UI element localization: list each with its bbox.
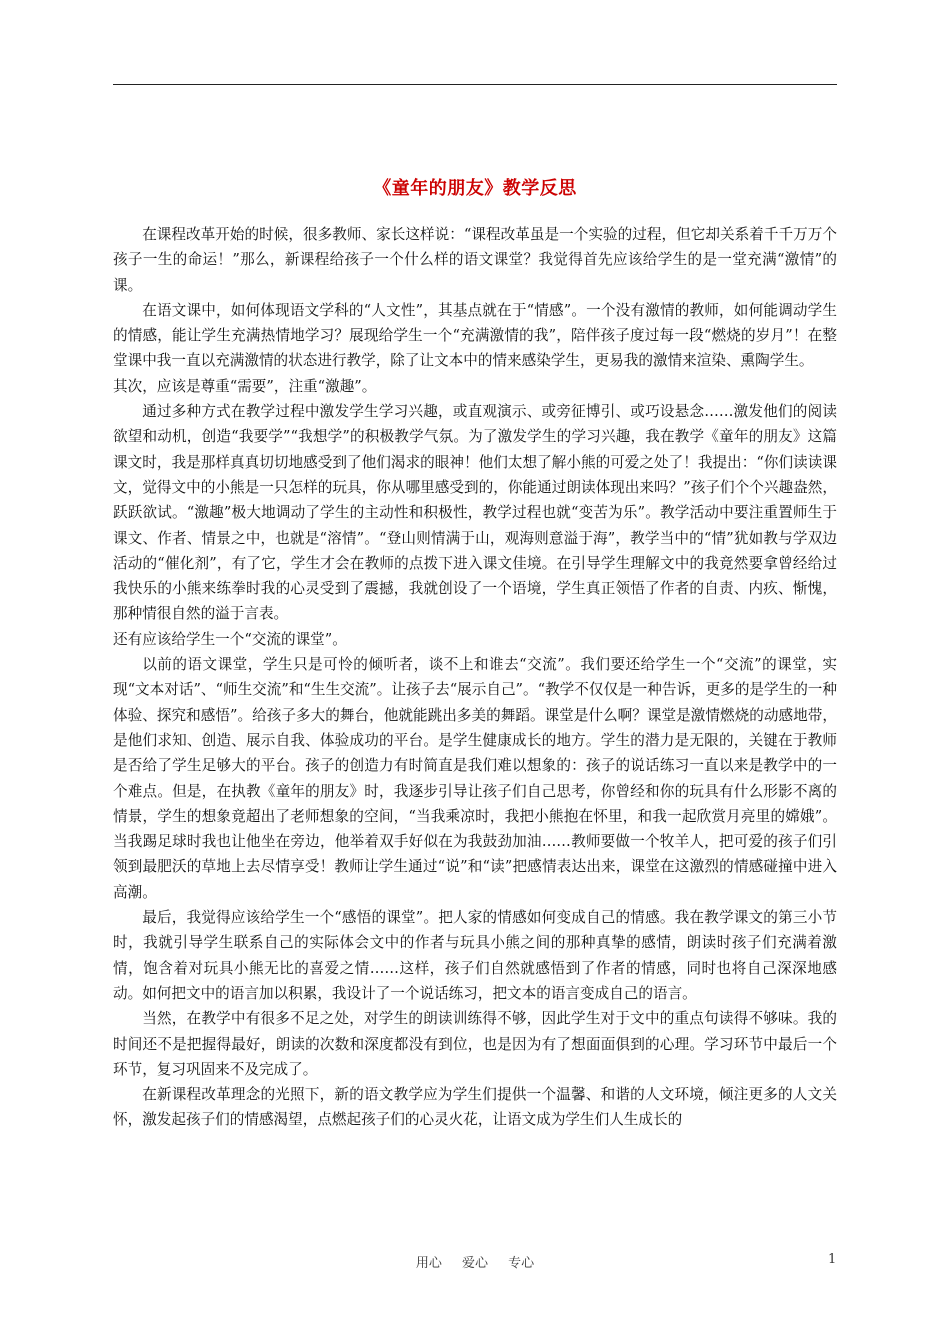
page-number: 1 xyxy=(828,1252,837,1267)
paragraph: 在语文课中，如何体现语文学科的“人文性”，其基点就在于“情感”。一个没有激情的教师，如何能调动学生的情感，能让学生充满热情地学习？展现给学生一个“充满激情的我”，陪伴孩子度过每一段“燃烧的岁月”！在整堂课中我一直以充满激情的状态进行教学，除了让文本中的情来感染学生，更易我的激情来渲染、熏陶学生。 xyxy=(113,301,837,370)
paragraph: 最后，我觉得应该给学生一个“感悟的课堂”。把人家的情感如何变成自己的情感。我在教学课文的第三小节时，我就引导学生联系自己的实际体会文中的作者与玩具小熊之间的那种真挚的感情，朗读时孩子们充满着激情，饱含着对玩具小熊无比的喜爱之情……这样，孩子们自然就感悟到了作者的情感，同时也将自己深深地感动。如何把文中的语言加以积累，我设计了一个说话练习，把文本的语言变成自己的语言。 xyxy=(113,909,837,1002)
paragraph: 通过多种方式在教学过程中激发学生学习兴趣，或直观演示、或旁征博引、或巧设悬念……激发他们的阅读欲望和动机，创造“我要学”“我想学”的积极教学气氛。为了激发学生的学习兴趣，我在教学《童年的朋友》这篇课文时，我是那样真真切切地感受到了他们渴求的眼神！他们太想了解小熊的可爱之处了！我提出：“你们读读课文，觉得文中的小熊是一只怎样的玩具，你从哪里感受到的，你能通过朗读体现出来吗？”孩子们个个兴趣盎然，跃跃欲试。“激趣”极大地调动了学生的主动性和积极性，教学过程也就“变苦为乐”。教学活动中要注重置师生于课文、作者、情景之中，也就是“溶情”。“登山则情满于山，观海则意溢于海”，教学当中的“情”犹如教与学双边活动的“催化剂”，有了它，学生才会在教师的点拨下进入课文佳境。在引导学生理解文中的我竟然要拿曾经给过我快乐的小熊来练拳时我的心灵受到了震撼，我就创设了一个语境，学生真正领悟了作者的自责、内疚、惭愧，那种情很自然的溢于言表。 xyxy=(113,403,837,623)
paragraph: 还有应该给学生一个“交流的课堂”。 xyxy=(113,630,347,648)
paragraph: 在课程改革开始的时候，很多教师、家长这样说：“课程改革虽是一个实验的过程，但它却关系着千千万万个孩子一生的命运！”那么，新课程给孩子一个什么样的语文课堂？我觉得首先应该给学生的是一堂充满“激情”的课。 xyxy=(113,226,837,294)
document-body xyxy=(113,222,837,1133)
paragraph: 当然，在教学中有很多不足之处，对学生的朗读训练得不够，因此学生对于文中的重点句读得不够味。我的时间还不是把握得最好，朗读的次数和深度都没有到位，也是因为有了想面面俱到的心理。学习环节中最后一个环节，复习巩固来不及完成了。 xyxy=(113,1010,837,1078)
paragraph: 在新课程改革理念的光照下，新的语文教学应为学生们提供一个温馨、和谐的人文环境，倾注更多的人文关怀，激发起孩子们的情感渴望，点燃起孩子们的心灵火花，让语文成为学生们人生成长的 xyxy=(113,1086,837,1129)
paragraph: 其次，应该是尊重“需要”，注重“激趣”。 xyxy=(113,377,377,395)
paragraph: 以前的语文课堂，学生只是可怜的倾听者，谈不上和谁去“交流”。我们要还给学生一个“交流”的课堂，实现“文本对话”、“师生交流”和“生生交流”。让孩子去“展示自己”。“教学不仅仅是一种告诉，更多的是学生的一种体验、探究和感悟”。给孩子多大的舞台，他就能跳出多美的舞蹈。课堂是什么啊？课堂是激情燃烧的动感地带，是他们求知、创造、展示自我、体验成功的平台。是学生健康成长的地方。学生的潜力是无限的，关键在于教师是否给了学生足够大的平台。孩子的创造力有时简直是我们难以想象的：孩子的说话练习一直以来是教学中的一个难点。但是，在执教《童年的朋友》时，我逐步引导让孩子们自己思考，你曾经和你的玩具有什么形影不离的情景，学生的想象竟超出了老师想象的空间，“当我乘凉时，我把小熊抱在怀里，和我一起欣赏月亮里的嫦娥”。当我踢足球时我也让他坐在旁边，他举着双手好似在为我鼓劲加油……教师要做一个牧羊人，把可爱的孩子们引领到最肥沃的草地上去尽情享受！教师让学生通过“说”和“读”把感情表达出来，课堂在这激烈的情感碰撞中进入高潮。 xyxy=(113,656,837,901)
footer-motto-item: 用心 xyxy=(415,1256,442,1271)
footer-motto-item: 专心 xyxy=(508,1256,535,1271)
footer-motto xyxy=(0,1252,950,1271)
header-rule xyxy=(113,84,837,85)
footer-motto-item: 爱心 xyxy=(461,1256,488,1271)
document-title: 《童年的朋友》教学反思 xyxy=(373,178,577,199)
